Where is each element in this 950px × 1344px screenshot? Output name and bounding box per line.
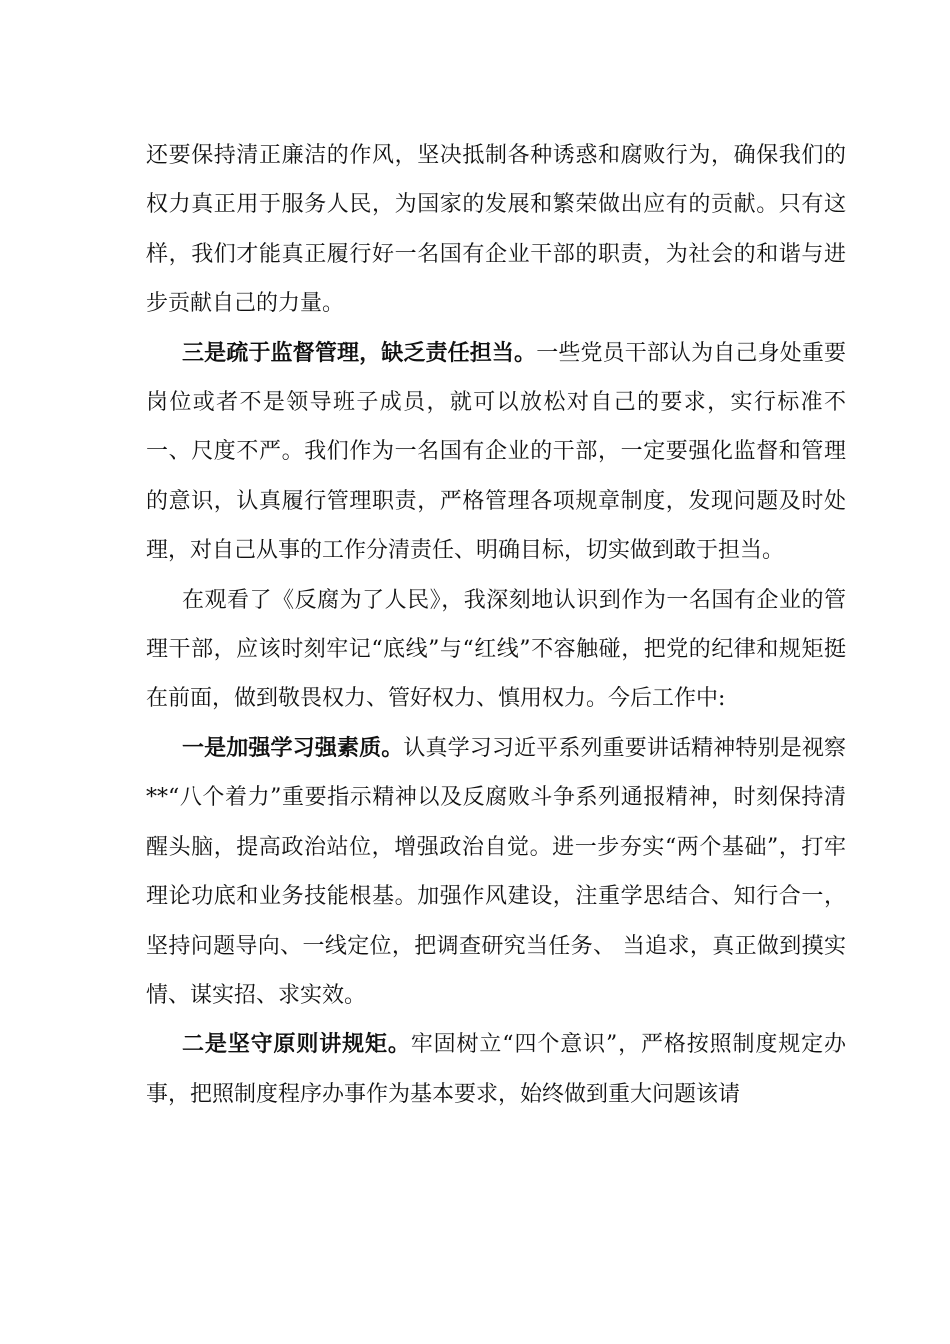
paragraph-integrity-conclusion bbox=[146, 131, 846, 329]
paragraph-point-one-study bbox=[146, 724, 846, 1020]
paragraph-lead-heading: 三是疏于监督管理，缺乏责任担当。 bbox=[182, 339, 537, 366]
paragraph-text: 一些党员干部认为自己身处重要岗位或者不是领导班子成员，就可以放松对自己的要求，实行标准不一、尺度不严。我们作为一名国有企业的干部，一定要强化监督和管理的意识，认真履行管理职责，严格管理各项规章制度，发现问题及时处理，对自己从事的工作分清责任、明确目标，切实做到敢于担当。 bbox=[146, 340, 846, 564]
paragraph-lead-heading: 二是坚守原则讲规矩。 bbox=[182, 1031, 411, 1058]
document-body bbox=[146, 131, 846, 1119]
paragraph-point-two-rules bbox=[146, 1020, 846, 1119]
paragraph-film-reflection bbox=[146, 576, 846, 724]
paragraph-text: 在观看了《反腐为了人民》，我深刻地认识到作为一名国有企业的管理干部，应该时刻牢记“底线”与“红线”不容触碰，把党的纪律和规矩挺在前面，做到敬畏权力、管好权力、慎用权力。今后工作中: bbox=[146, 587, 846, 712]
paragraph-point-three-supervision bbox=[146, 329, 846, 576]
paragraph-text: 还要保持清正廉洁的作风，坚决抵制各种诱惑和腐败行为，确保我们的权力真正用于服务人民，为国家的发展和繁荣做出应有的贡献。只有这样，我们才能真正履行好一名国有企业干部的职责，为社会的和谐与进步贡献自己的力量。 bbox=[146, 143, 846, 317]
paragraph-lead-heading: 一是加强学习强素质。 bbox=[182, 734, 404, 761]
paragraph-text: 认真学习习近平系列重要讲话精神特别是视察**“八个着力”重要指示精神以及反腐败斗争系列通报精神，时刻保持清醒头脑，提高政治站位，增强政治自觉。进一步夯实“两个基础”，打牢理论功底和业务技能根基。加强作风建设，注重学思结合、知行合一，坚持问题导向、一线定位，把调查研究当任务、 当追求，真正做到摸实情、谋实招、求实效。 bbox=[146, 735, 846, 1008]
paragraph-text: 牢固树立“四个意识”，严格按照制度规定办事，把照制度程序办事作为基本要求，始终做到重大问题该请 bbox=[146, 1032, 846, 1107]
